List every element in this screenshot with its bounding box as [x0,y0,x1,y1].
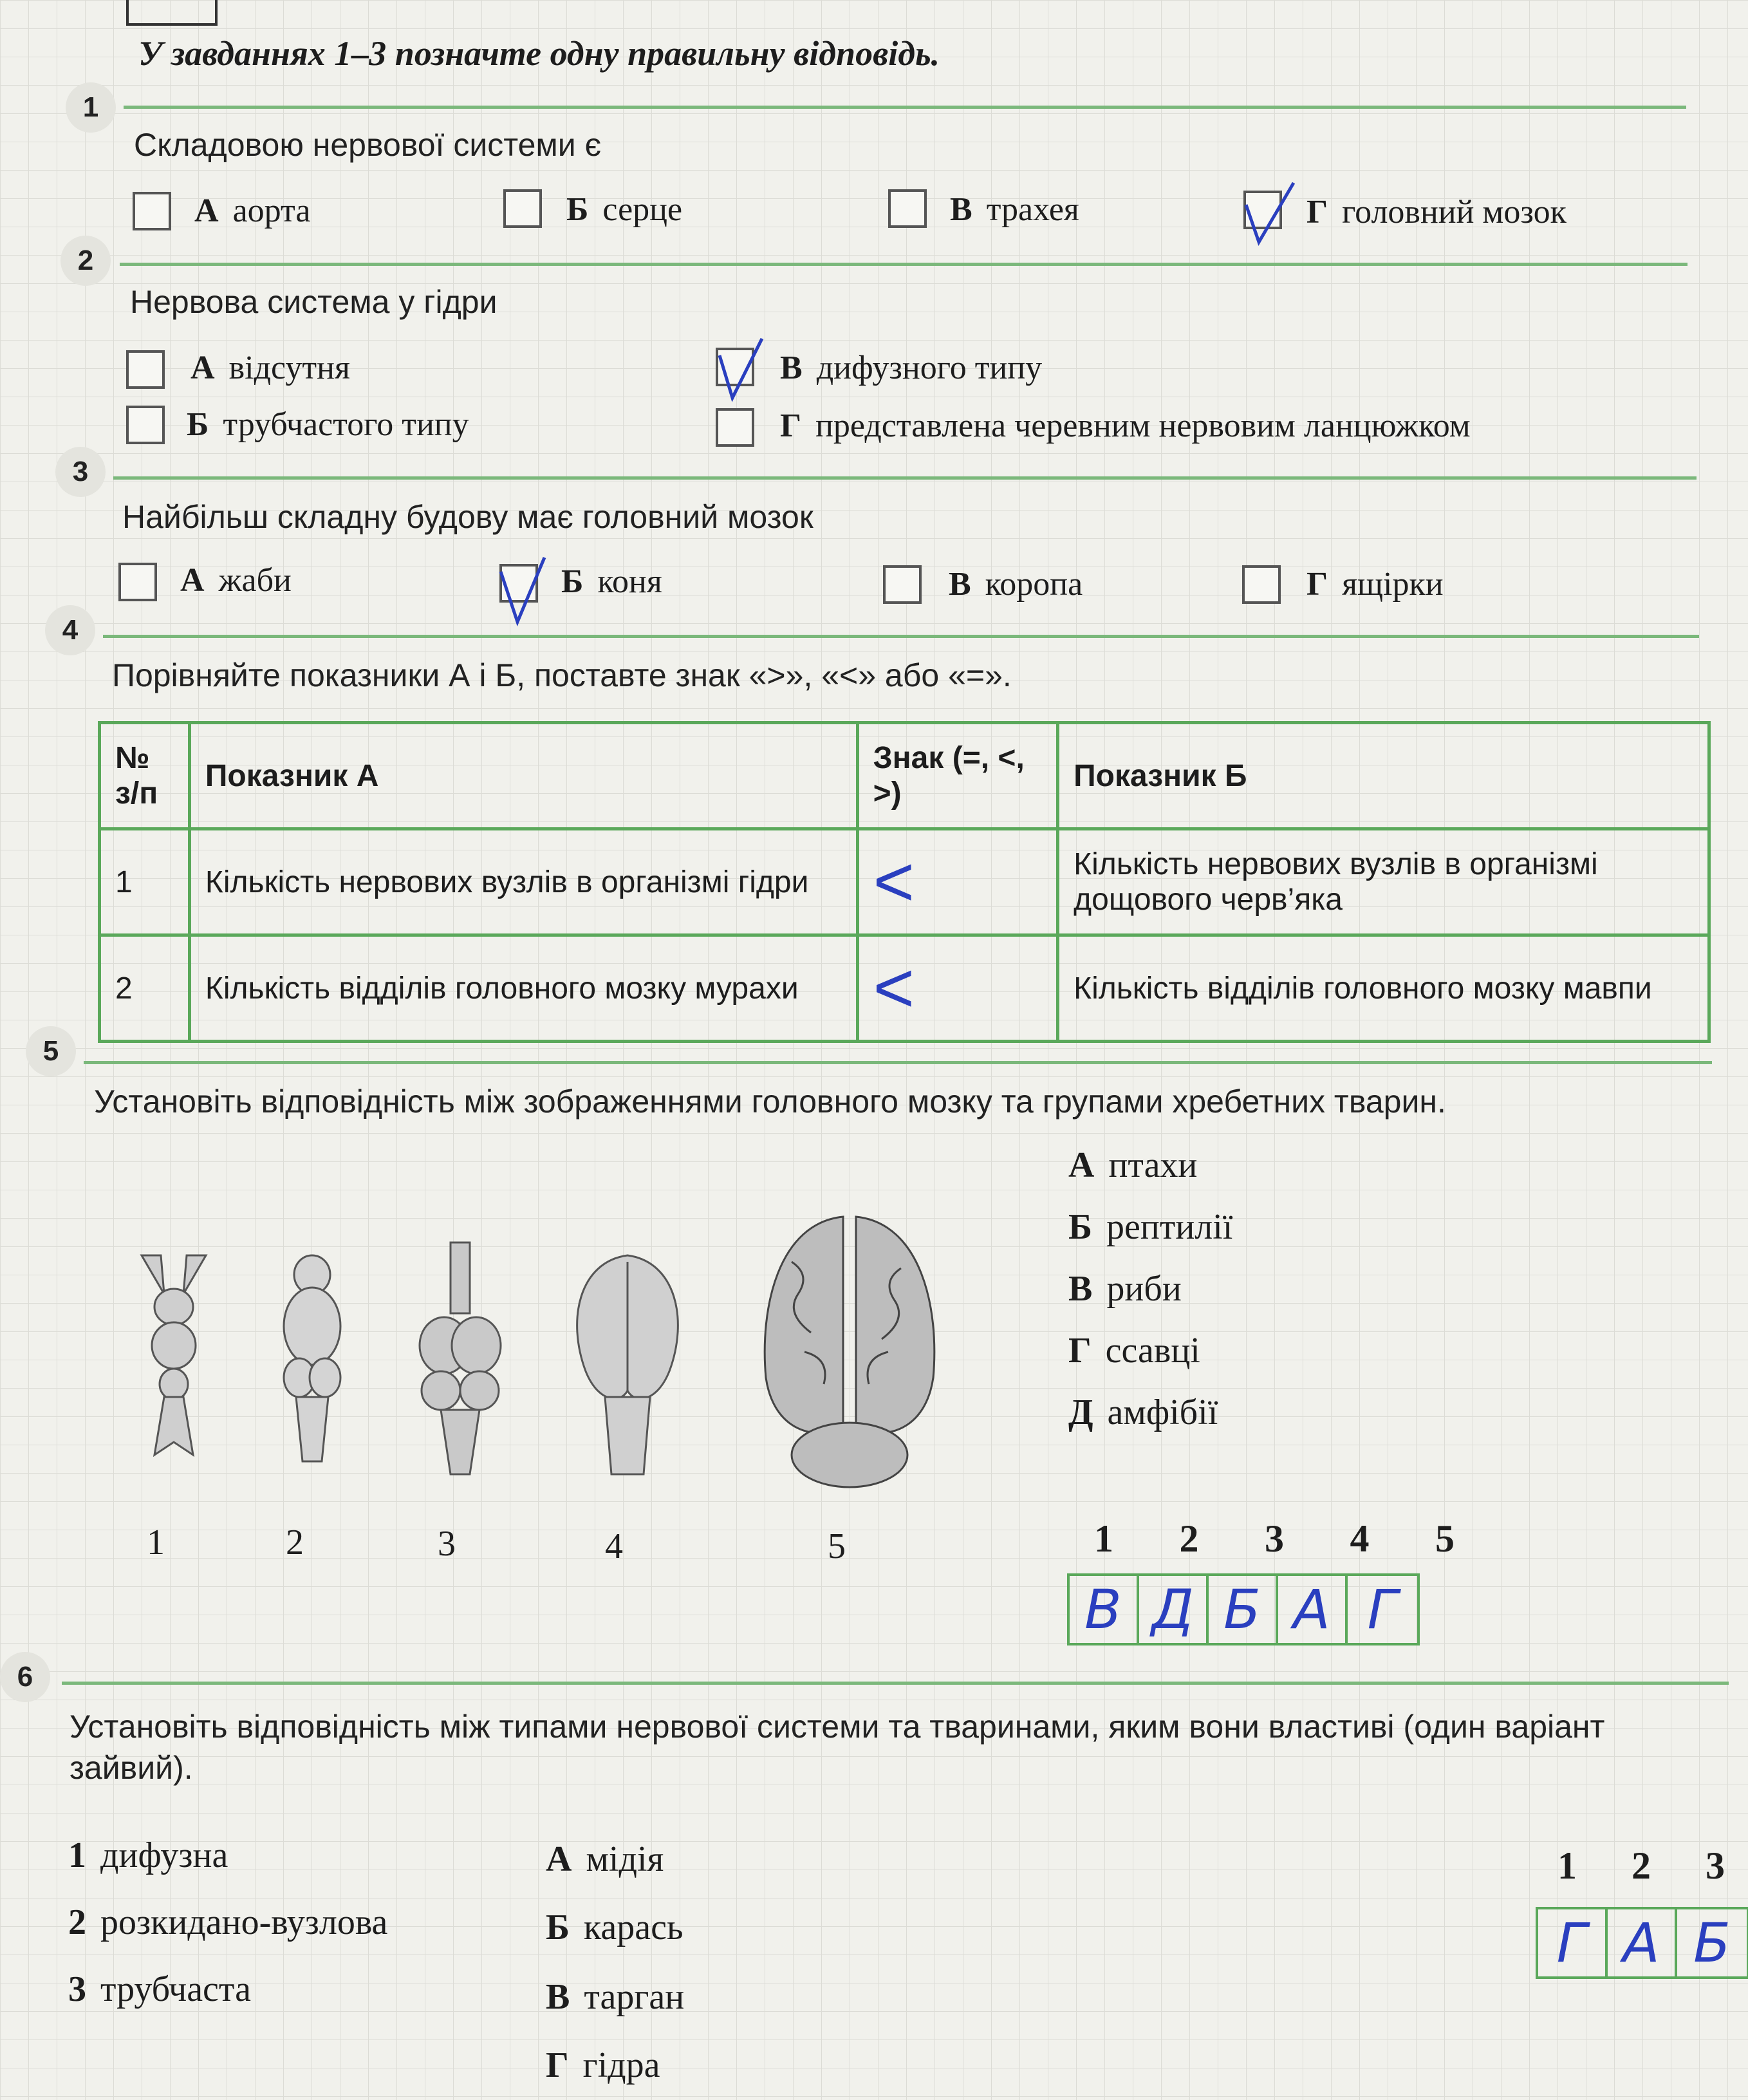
header-b: Показник Б [1058,723,1709,829]
q2-option-a: А відсутня [191,350,350,386]
row-a: Кількість нервових вузлів в організмі гідри [189,829,857,935]
question-5-stem: Установіть відповідність між зображеннями головного мозку та групами хребетних тварин. [94,1083,1446,1120]
q1-option-c: В трахея [950,191,1079,228]
fish-brain-image [129,1249,219,1468]
q6-answer-grid [1536,1907,1748,1979]
reptile-brain-image [566,1249,689,1481]
q6-answer-cell[interactable]: Б [1693,1911,1731,1974]
checkmark-icon [714,336,772,407]
row-num: 1 [100,829,190,935]
bird-brain-image [412,1236,508,1481]
q3-option-d: Г ящірки [1306,566,1444,603]
q5-answer-cell[interactable]: В [1070,1576,1139,1643]
row-sign-field[interactable]: < [857,935,1058,1042]
group-a: А птахи [1068,1145,1198,1185]
q1-checkbox-c[interactable] [888,189,927,228]
q1-checkbox-d[interactable] [1243,191,1282,229]
table-row [100,829,1709,935]
q2-option-b: Б трубчастого типу [187,406,469,443]
question-3-stem: Найбільш складну будову має головний мозок [122,499,814,535]
question-4-number: 4 [45,605,95,655]
q3-option-c: В коропа [949,566,1083,603]
brain-label-5: 5 [828,1526,846,1566]
q3-option-a: А жаби [180,562,292,599]
brain-label-2: 2 [286,1523,304,1562]
question-3-number: 3 [55,447,106,497]
question-2-rule [120,263,1688,266]
q6-answer-numbers: 1 2 3 [1557,1844,1725,1887]
row-b: Кількість нервових вузлів в організмі дощового черв’яка [1058,829,1709,935]
q2-checkbox-d[interactable] [716,408,754,447]
table-row [100,935,1709,1042]
type-1: 1 дифузна [68,1835,228,1875]
q5-answer-cell[interactable]: Г [1367,1578,1398,1641]
q3-checkbox-d[interactable] [1242,565,1281,604]
group-e: Д амфібії [1068,1392,1218,1432]
group-b: Б рептилії [1068,1207,1233,1247]
q1-option-a: А аорта [194,192,311,229]
question-3-rule [113,476,1697,480]
animal-d: Г гідра [546,2045,660,2085]
question-5-rule [84,1061,1712,1064]
animal-a: А мідія [546,1839,664,1879]
q5-answer-grid [1067,1573,1420,1645]
row-a: Кількість відділів головного мозку мурахи [189,935,857,1042]
question-1-stem: Складовою нервової системи є [134,127,602,163]
q5-answer-cell[interactable]: Б [1209,1576,1278,1643]
question-2-stem: Нервова система у гідри [130,284,497,320]
question-4-rule [103,635,1699,638]
mammal-brain-image [753,1210,946,1494]
q1-checkbox-b[interactable] [503,189,542,228]
brain-label-1: 1 [147,1523,165,1562]
checkmark-icon [1242,179,1300,250]
question-6-number: 6 [0,1652,50,1702]
q1-option-d: Г головний мозок [1306,194,1567,230]
comparison-table [98,721,1711,1043]
q2-checkbox-a[interactable] [126,350,165,389]
q6-answer-cell[interactable]: А [1608,1909,1677,1976]
q1-checkbox-a[interactable] [133,192,171,230]
question-1-number: 1 [66,82,116,133]
table-header-row [100,723,1709,829]
header-sign: Знак (=, <, >) [857,723,1058,829]
q3-option-b: Б коня [561,563,662,600]
q3-checkbox-a[interactable] [118,563,157,601]
question-2-number: 2 [60,236,111,286]
header-a: Показник А [189,723,857,829]
question-6-rule [62,1682,1729,1685]
q2-option-c: В дифузного типу [780,350,1043,386]
q6-answer-cell[interactable]: Г [1538,1909,1608,1976]
question-1-rule [124,106,1686,109]
top-box [126,0,218,26]
question-6-stem: Установіть відповідність між типами нервової системи та тваринами, яким вони властиві (один варіант зайвий). [70,1709,1605,1786]
animal-b: Б карась [546,1908,683,1947]
animal-c: В тарган [546,1977,685,2017]
group-c: В риби [1068,1269,1182,1309]
q3-checkbox-c[interactable] [883,565,922,604]
question-5-number: 5 [26,1026,76,1076]
q2-option-d: Г представлена черевним нервовим ланцюжком [780,408,1471,444]
instruction: У завданнях 1–3 позначте одну правильну відповідь. [138,34,940,73]
row-num: 2 [100,935,190,1042]
group-d: Г ссавці [1068,1331,1200,1371]
brain-label-4: 4 [605,1526,623,1566]
row-b: Кількість відділів головного мозку мавпи [1058,935,1709,1042]
brain-label-3: 3 [438,1524,456,1564]
q2-checkbox-c[interactable] [716,348,754,386]
q5-answer-numbers: 1 2 3 4 5 [1094,1517,1455,1560]
q3-checkbox-b[interactable] [499,564,538,603]
type-2: 2 розкидано-вузлова [68,1902,388,1942]
header-num: № з/п [100,723,190,829]
checkmark-icon [498,552,556,630]
q2-checkbox-b[interactable] [126,406,165,444]
question-4-stem: Порівняйте показники А і Б, поставте знак «>», «<» або «=». [112,657,1012,693]
amphibian-brain-image [270,1249,354,1468]
q5-answer-cell[interactable]: Д [1139,1576,1209,1643]
row-sign-field[interactable]: < [857,829,1058,935]
q5-answer-cell[interactable]: А [1278,1576,1348,1643]
q1-option-b: Б серце [566,191,683,228]
type-3: 3 трубчаста [68,1969,251,2009]
